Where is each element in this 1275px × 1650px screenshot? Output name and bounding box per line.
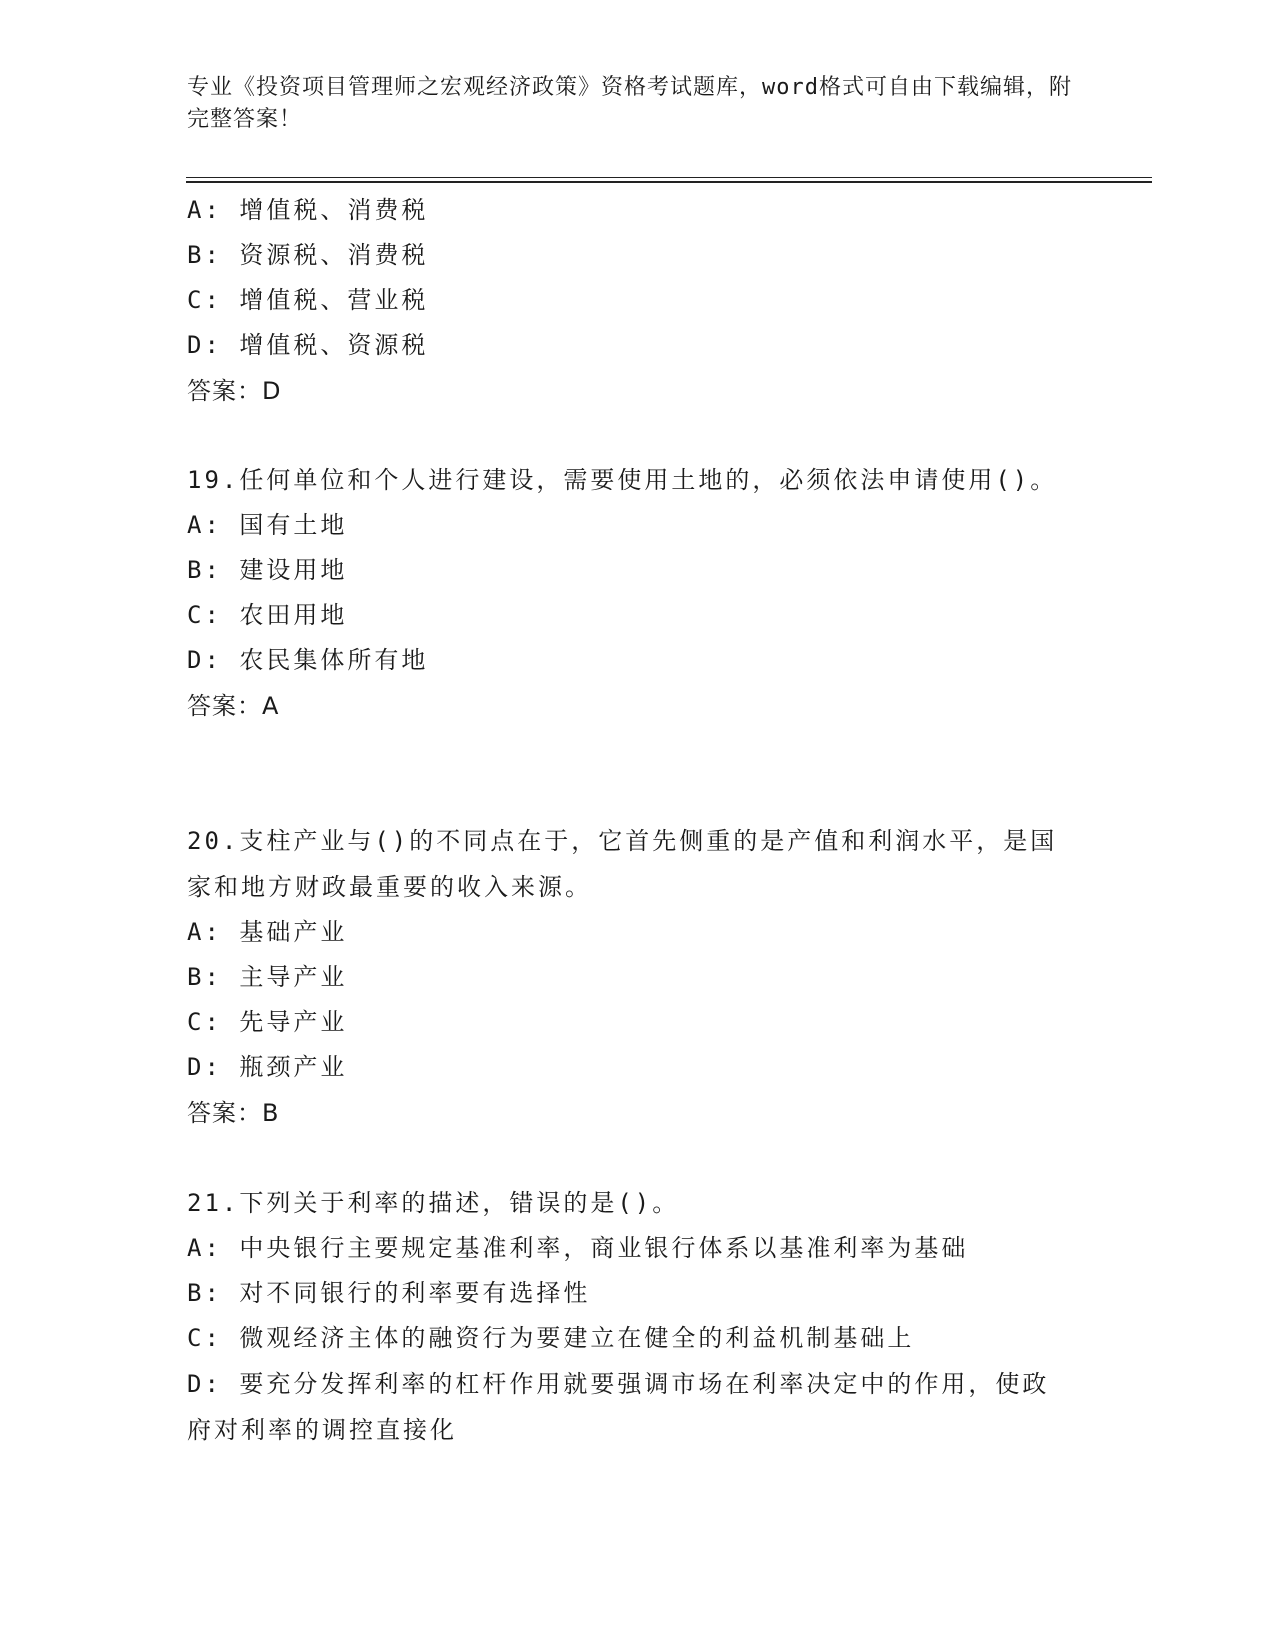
option-a: A: 增值税、消费税 [187, 196, 429, 224]
answer-line: 答案：A [187, 692, 280, 720]
option-b: B: 建设用地 [187, 556, 348, 584]
option-c: C: 微观经济主体的融资行为要建立在健全的利益机制基础上 [187, 1324, 915, 1352]
option-c: C: 农田用地 [187, 601, 348, 629]
option-c: C: 先导产业 [187, 1008, 348, 1036]
option-c: C: 增值税、营业税 [187, 286, 429, 314]
question-20 [187, 818, 1087, 1136]
answer-line: 答案：B [187, 1099, 280, 1127]
option-d: D: 增值税、资源税 [187, 331, 429, 359]
document-header: 专业《投资项目管理师之宏观经济政策》资格考试题库，word格式可自由下载编辑，附完整答案！ [187, 75, 1072, 132]
question-18 [187, 188, 1087, 414]
option-d: D: 瓶颈产业 [187, 1053, 348, 1081]
option-b: B: 主导产业 [187, 963, 348, 991]
option-a: A: 中央银行主要规定基准利率，商业银行体系以基准利率为基础 [187, 1234, 969, 1262]
question-stem: 19.任何单位和个人进行建设，需要使用土地的，必须依法申请使用()。 [187, 466, 1058, 494]
header-divider-thick [186, 181, 1152, 183]
question-stem: 21.下列关于利率的描述，错误的是()。 [187, 1189, 680, 1217]
option-b: B: 对不同银行的利率要有选择性 [187, 1279, 591, 1307]
header-divider [186, 177, 1152, 178]
question-19 [187, 457, 1087, 729]
option-a: A: 基础产业 [187, 918, 348, 946]
option-d: D: 要充分发挥利率的杠杆作用就要强调市场在利率决定中的作用，使政府对利率的调控直接化 [187, 1370, 1050, 1444]
question-stem: 20.支柱产业与()的不同点在于，它首先侧重的是产值和利润水平，是国家和地方财政最重要的收入来源。 [187, 827, 1058, 901]
answer-line: 答案：D [187, 377, 282, 405]
option-b: B: 资源税、消费税 [187, 241, 429, 269]
option-d: D: 农民集体所有地 [187, 646, 429, 674]
option-a: A: 国有土地 [187, 511, 348, 539]
question-21 [187, 1180, 1087, 1453]
